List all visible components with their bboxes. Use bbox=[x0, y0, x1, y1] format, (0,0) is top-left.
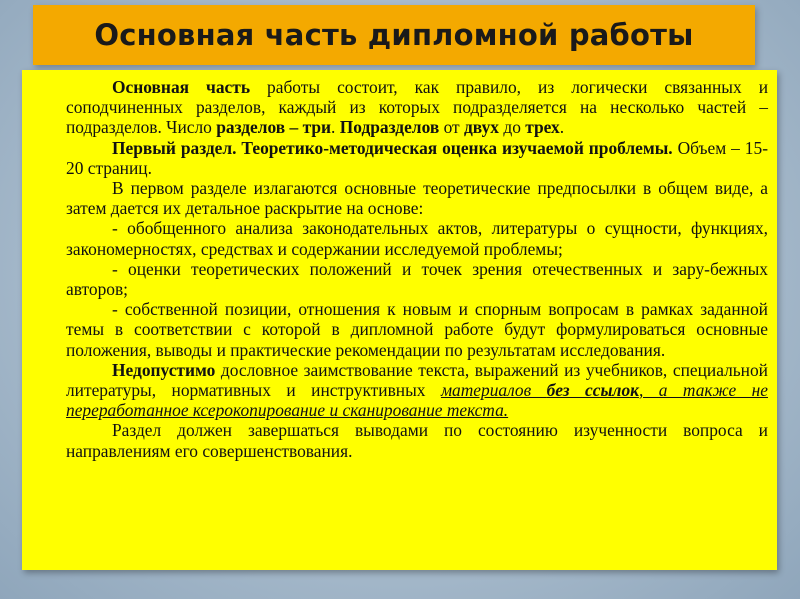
bold-three: трех bbox=[525, 117, 560, 138]
bold-main-part: Основная часть bbox=[112, 77, 251, 97]
content-box bbox=[22, 70, 777, 570]
text-end-dot: . bbox=[559, 117, 565, 138]
paragraph-unacceptable bbox=[66, 360, 768, 421]
slide-title: Основная часть дипломной работы bbox=[94, 18, 694, 52]
italic-materials: материалов bbox=[440, 380, 547, 401]
paragraph-bullet-evaluation: - оценки теоретических положений и точек зрения отечественных и зару-бежных авторов; bbox=[66, 258, 768, 300]
paragraph-conclusion: Раздел должен завершаться выводами по состоянию изученности вопроса и направлениям его совершенствования. bbox=[66, 420, 768, 461]
paragraph-first-section-intro: В первом разделе излагаются основные теоретические предпосылки в общем виде, а затем дается их детальное раскрытие на основе: bbox=[66, 178, 768, 219]
text-from: от bbox=[439, 117, 464, 138]
italic-bold-no-links: без ссылок bbox=[546, 380, 639, 401]
bold-unacceptable: Недопустимо bbox=[112, 359, 216, 380]
text-main-part: работы состоит, как правило, из логически связанных и соподчиненных разделов, каждый из которых подразделяется на несколько частей – подразделов. Число bbox=[66, 77, 769, 138]
text-volume: Объем – 15-20 страниц. bbox=[66, 137, 768, 178]
bold-first-section: Первый раздел. Теоретико-методическая оценка изучаемой проблемы. bbox=[112, 137, 673, 158]
text-to: до bbox=[499, 117, 526, 138]
bold-subsections: Подразделов bbox=[339, 117, 440, 138]
paragraph-bullet-analysis: - обобщенного анализа законодательных актов, литературы о сущности, функциях, закономерностях, средствах и содержании исследуемой проблемы; bbox=[66, 218, 768, 259]
bold-sections-three: разделов – три bbox=[216, 117, 332, 138]
text-dot: . bbox=[331, 117, 340, 138]
title-bar bbox=[33, 5, 755, 65]
paragraph-main-part bbox=[66, 77, 768, 138]
bold-two: двух bbox=[464, 117, 499, 138]
italic-no-copy: , а также не переработанное ксерокопирование и сканирование текста. bbox=[66, 380, 769, 421]
text-unacceptable: дословное заимствование текста, выражений из учебников, специальной литературы, нормативных и инструктивных bbox=[66, 359, 768, 401]
paragraph-bullet-position: - собственной позиции, отношения к новым и спорным вопросам в рамках заданной темы в соответствии с которой в дипломной работе будут формулироваться основные положения, выводы и практические рекомендации по результатам исследования. bbox=[66, 299, 768, 360]
paragraph-first-section bbox=[66, 138, 768, 178]
